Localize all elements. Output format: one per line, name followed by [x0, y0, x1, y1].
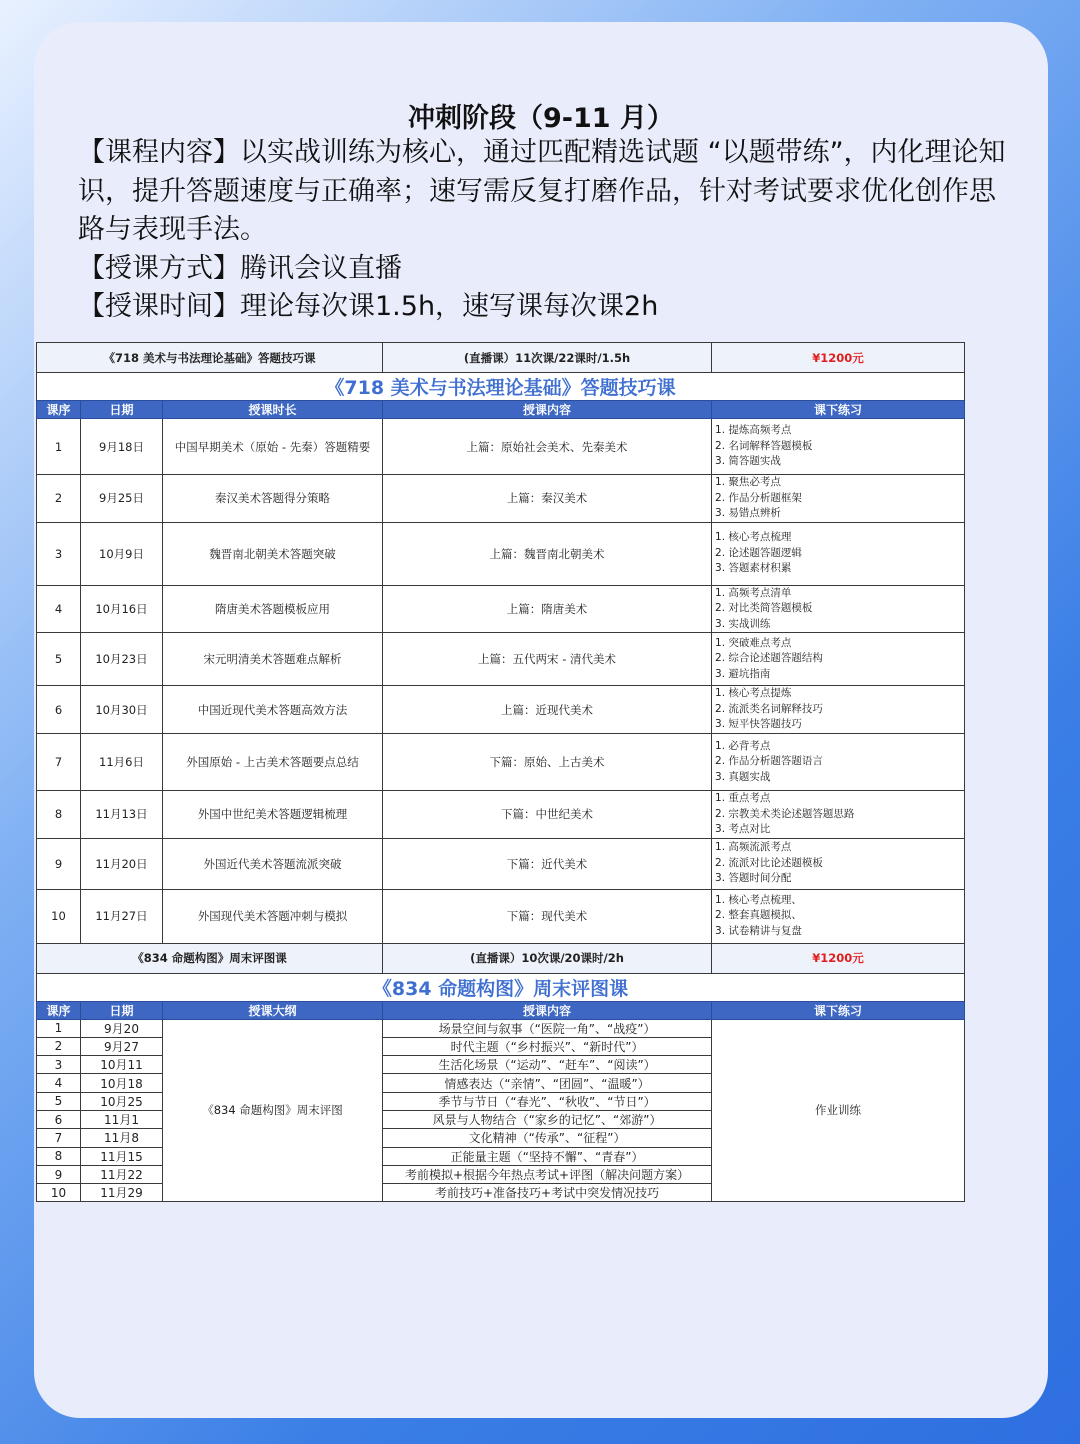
lesson-date: 11月27日 — [81, 889, 163, 943]
practice-item: 3. 短平快答题技巧 — [715, 718, 802, 731]
lesson-number: 6 — [37, 1110, 81, 1128]
practice-item: 3. 答题时间分配 — [715, 872, 792, 885]
lesson-content: 时代主题（“乡村振兴”、“新时代”） — [383, 1037, 712, 1055]
lesson-date: 11月8 — [81, 1129, 163, 1147]
course1-info-price: ¥1200元 — [712, 343, 965, 373]
lesson-content: 正能量主题（“坚持不懈”、“青春”） — [383, 1147, 712, 1165]
lesson-topic: 外国现代美术答题冲刺与模拟 — [163, 889, 383, 943]
course-content-text: 【课程内容】以实战训练为核心，通过匹配精选试题 “以题带练”，内化理论知识，提升答题速度与正确率；速写需反复打磨作品，针对考试要求优化创作思路与表现手法。 — [78, 137, 1006, 245]
practice-item: 2. 作品分析题框架 — [715, 491, 802, 504]
lesson-number: 9 — [37, 1165, 81, 1183]
practice-item: 3. 实战训练 — [715, 617, 771, 630]
course1-banner: 《718 美术与书法理论基础》答题技巧课 — [37, 373, 965, 401]
schedule-table — [36, 342, 965, 1202]
course2-info-name: 《834 命题构图》周末评图课 — [37, 943, 383, 973]
lesson-date: 9月25日 — [81, 475, 163, 523]
course2-banner: 《834 命题构图》周末评图课 — [37, 973, 965, 1001]
table-row — [37, 734, 965, 791]
lesson-date: 11月13日 — [81, 791, 163, 839]
table-row — [37, 522, 965, 585]
page-title: 冲刺阶段（9-11 月） — [408, 103, 674, 134]
course1-header-row — [37, 401, 965, 419]
course2-info-price: ¥1200元 — [712, 943, 965, 973]
lesson-date: 11月22 — [81, 1165, 163, 1183]
lesson-date: 10月30日 — [81, 686, 163, 734]
practice-item: 1. 必背考点 — [715, 739, 771, 752]
lesson-content: 生活化场景（“运动”、“赶车”、“阅读”） — [383, 1056, 712, 1074]
table-row — [37, 686, 965, 734]
lesson-number: 5 — [37, 1092, 81, 1110]
lesson-content: 文化精神（“传承”、“征程”） — [383, 1129, 712, 1147]
table-row — [37, 419, 965, 475]
lesson-number: 9 — [37, 838, 81, 889]
lesson-topic: 隋唐美术答题模板应用 — [163, 585, 383, 633]
practice-item: 1. 高频流派考点 — [715, 841, 792, 854]
lesson-date: 9月18日 — [81, 419, 163, 475]
lesson-content: 情感表达（“亲情”、“团圆”、“温暖”） — [383, 1074, 712, 1092]
column-header: 课下练习 — [712, 401, 965, 419]
lesson-number: 4 — [37, 1074, 81, 1092]
table-row — [37, 475, 965, 523]
lesson-content: 考前技巧+准备技巧+考试中突发情况技巧 — [383, 1184, 712, 1202]
practice-item: 3. 简答题实战 — [715, 455, 781, 468]
course1-banner-row — [37, 373, 965, 401]
lesson-date: 10月23日 — [81, 633, 163, 686]
lesson-topic: 魏晋南北朝美术答题突破 — [163, 522, 383, 585]
table-row — [37, 889, 965, 943]
practice-item: 1. 核心考点梳理 — [715, 531, 792, 544]
lesson-date: 11月29 — [81, 1184, 163, 1202]
lesson-number: 10 — [37, 1184, 81, 1202]
teaching-time-text: 【授课时间】理论每次课1.5h，速写课每次课2h — [78, 291, 659, 322]
lesson-number: 8 — [37, 791, 81, 839]
practice-item: 3. 真题实战 — [715, 770, 771, 783]
column-header: 课序 — [37, 1001, 81, 1019]
lesson-practice — [712, 475, 965, 523]
lesson-number: 3 — [37, 1056, 81, 1074]
lesson-content: 下篇：中世纪美术 — [383, 791, 712, 839]
lesson-number: 7 — [37, 734, 81, 791]
lesson-practice — [712, 419, 965, 475]
lesson-date: 9月27 — [81, 1037, 163, 1055]
practice-item: 2. 综合论述题答题结构 — [715, 652, 823, 665]
lesson-content: 下篇：近代美术 — [383, 838, 712, 889]
lesson-date: 10月18 — [81, 1074, 163, 1092]
lesson-topic: 中国近现代美术答题高效方法 — [163, 686, 383, 734]
lesson-content: 上篇：五代两宋 - 清代美术 — [383, 633, 712, 686]
lesson-content: 上篇：原始社会美术、先秦美术 — [383, 419, 712, 475]
course2-practice: 作业训练 — [712, 1019, 965, 1202]
practice-item: 2. 流派类名词解释技巧 — [715, 702, 823, 715]
lesson-date: 11月1 — [81, 1110, 163, 1128]
column-header: 课下练习 — [712, 1001, 965, 1019]
lesson-practice — [712, 889, 965, 943]
practice-item: 3. 答题素材积累 — [715, 562, 792, 575]
practice-item: 3. 易错点辨析 — [715, 507, 781, 519]
practice-item: 2. 对比类简答题模板 — [715, 602, 813, 614]
practice-item: 2. 论述题答题逻辑 — [715, 546, 802, 559]
practice-item: 1. 提炼高频考点 — [715, 424, 792, 437]
column-header: 授课大纲 — [163, 1001, 383, 1019]
lesson-practice — [712, 734, 965, 791]
practice-item: 1. 核心考点梳理、 — [715, 893, 802, 906]
lesson-date: 10月11 — [81, 1056, 163, 1074]
lesson-content: 上篇：近现代美术 — [383, 686, 712, 734]
course1-info-name: 《718 美术与书法理论基础》答题技巧课 — [37, 343, 383, 373]
column-header: 日期 — [81, 401, 163, 419]
practice-item: 1. 重点考点 — [715, 792, 771, 804]
teaching-method-text: 【授课方式】腾讯会议直播 — [78, 252, 402, 284]
lesson-number: 1 — [37, 419, 81, 475]
course2-outline: 《834 命题构图》周末评图 — [163, 1019, 383, 1202]
course2-banner-row — [37, 973, 965, 1001]
course2-info-row — [37, 943, 965, 973]
column-header: 授课内容 — [383, 401, 712, 419]
table-row — [37, 1019, 965, 1037]
practice-item: 1. 核心考点提炼 — [715, 687, 792, 700]
lesson-number: 3 — [37, 522, 81, 585]
lesson-content: 上篇：隋唐美术 — [383, 585, 712, 633]
lesson-content: 场景空间与叙事（“医院一角”、“战疫”） — [383, 1019, 712, 1037]
practice-item: 1. 高频考点清单 — [715, 586, 792, 599]
lesson-topic: 外国中世纪美术答题逻辑梳理 — [163, 791, 383, 839]
intro-text — [78, 134, 1008, 327]
lesson-practice — [712, 791, 965, 839]
table-row — [37, 791, 965, 839]
lesson-practice — [712, 585, 965, 633]
lesson-practice — [712, 686, 965, 734]
lesson-number: 2 — [37, 475, 81, 523]
lesson-content: 季节与节日（“春光”、“秋收”、“节日”） — [383, 1092, 712, 1110]
lesson-date: 11月15 — [81, 1147, 163, 1165]
lesson-number: 10 — [37, 889, 81, 943]
lesson-number: 7 — [37, 1129, 81, 1147]
lesson-content: 上篇：魏晋南北朝美术 — [383, 522, 712, 585]
lesson-date: 10月9日 — [81, 522, 163, 585]
lesson-topic: 中国早期美术（原始 - 先秦）答题精要 — [163, 419, 383, 475]
course2-header-row — [37, 1001, 965, 1019]
lesson-number: 2 — [37, 1037, 81, 1055]
column-header: 授课内容 — [383, 1001, 712, 1019]
column-header: 课序 — [37, 401, 81, 419]
lesson-topic: 外国原始 - 上古美术答题要点总结 — [163, 734, 383, 791]
lesson-number: 8 — [37, 1147, 81, 1165]
lesson-topic: 宋元明清美术答题难点解析 — [163, 633, 383, 686]
lesson-number: 5 — [37, 633, 81, 686]
column-header: 日期 — [81, 1001, 163, 1019]
lesson-topic: 秦汉美术答题得分策略 — [163, 475, 383, 523]
table-row — [37, 585, 965, 633]
lesson-content: 下篇：现代美术 — [383, 889, 712, 943]
lesson-date: 9月20 — [81, 1019, 163, 1037]
lesson-practice — [712, 522, 965, 585]
lesson-number: 4 — [37, 585, 81, 633]
practice-item: 1. 聚焦必考点 — [715, 476, 781, 488]
lesson-content: 风景与人物结合（“家乡的记忆”、“郊游”） — [383, 1110, 712, 1128]
lesson-date: 11月20日 — [81, 838, 163, 889]
lesson-number: 6 — [37, 686, 81, 734]
practice-item: 2. 作品分析题答题语言 — [715, 755, 823, 768]
course2-info-type: (直播课）10次课/20课时/2h — [383, 943, 712, 973]
lesson-date: 10月25 — [81, 1092, 163, 1110]
lesson-number: 1 — [37, 1019, 81, 1037]
course1-info-row — [37, 343, 965, 373]
practice-item: 3. 避坑指南 — [715, 667, 771, 680]
lesson-content: 下篇：原始、上古美术 — [383, 734, 712, 791]
column-header: 授课时长 — [163, 401, 383, 419]
lesson-practice — [712, 633, 965, 686]
practice-item: 3. 试卷精讲与复盘 — [715, 924, 802, 937]
lesson-practice — [712, 838, 965, 889]
practice-item: 2. 流派对比论述题模板 — [715, 856, 823, 869]
practice-item: 2. 整套真题模拟、 — [715, 909, 802, 922]
practice-item: 2. 名词解释答题模板 — [715, 439, 813, 452]
practice-item: 1. 突破难点考点 — [715, 636, 792, 649]
lesson-topic: 外国近代美术答题流派突破 — [163, 838, 383, 889]
practice-item: 2. 宗教美术类论述题答题思路 — [715, 807, 855, 820]
lesson-content: 考前模拟+根据今年热点考试+评图（解决问题方案） — [383, 1165, 712, 1183]
practice-item: 3. 考点对比 — [715, 823, 771, 835]
lesson-content: 上篇：秦汉美术 — [383, 475, 712, 523]
table-row — [37, 838, 965, 889]
course1-info-type: (直播课）11次课/22课时/1.5h — [383, 343, 712, 373]
table-row — [37, 633, 965, 686]
lesson-date: 11月6日 — [81, 734, 163, 791]
lesson-date: 10月16日 — [81, 585, 163, 633]
